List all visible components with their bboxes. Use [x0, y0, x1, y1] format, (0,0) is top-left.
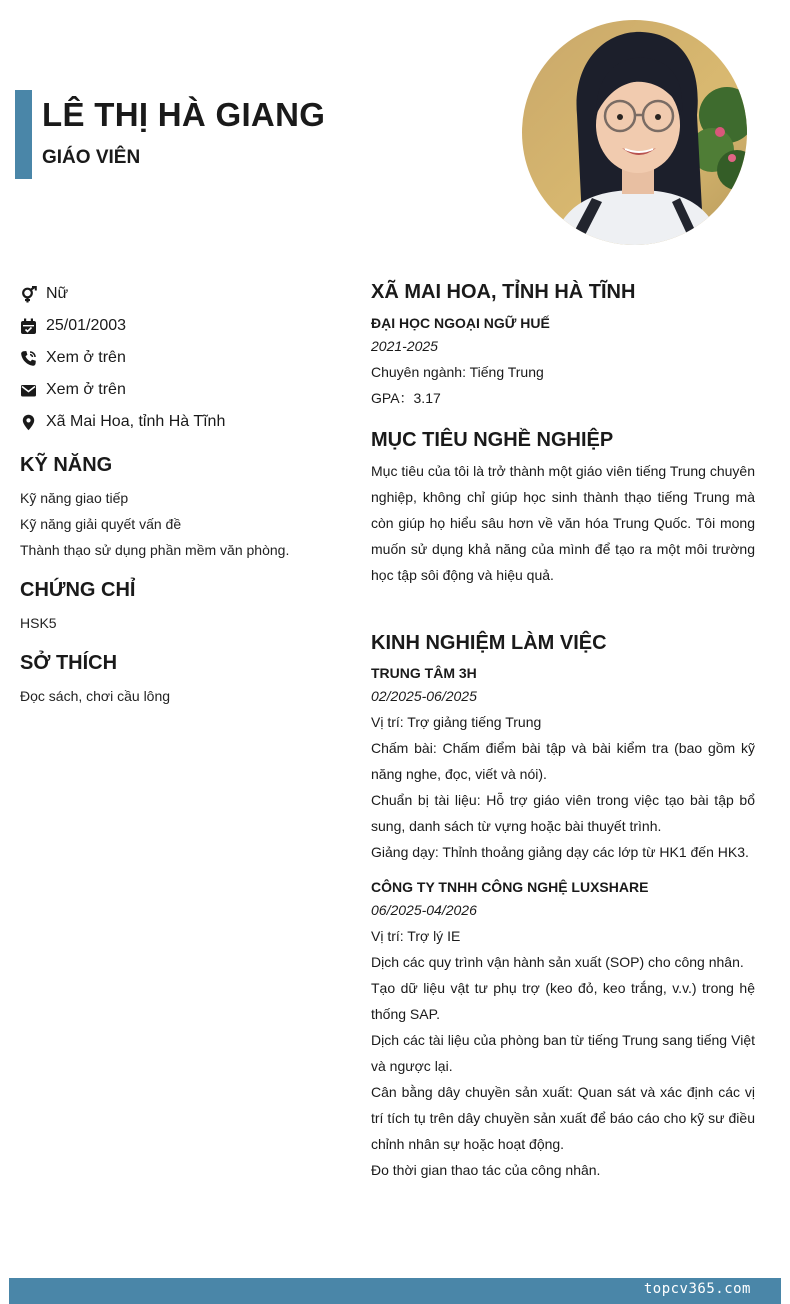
- hobby-item: Đọc sách, chơi cầu lông: [20, 688, 171, 704]
- job-line: Dịch các quy trình vận hành sản xuất (SOP) cho công nhân.: [371, 954, 744, 970]
- contact-phone: [20, 342, 340, 374]
- job-period: 06/2025-04/2026: [371, 902, 477, 918]
- job-entry: [371, 877, 755, 1183]
- contact-list: [20, 278, 340, 438]
- hobbies-section: [20, 652, 340, 709]
- gender-icon: [20, 286, 37, 303]
- education-gpa: GPA：3.17: [371, 390, 441, 406]
- objective-text: Mục tiêu của tôi là trở thành một giáo viên tiếng Trung chuyên nghiệp, không chỉ giúp học sinh thành thạo tiếng Trung mà còn giúp họ hiểu sâu hơn về văn hóa Trung Quốc. Tôi mong muốn sử dụng khả năng của mình để tạo ra một môi trường học tập sôi động và hiệu quả.: [371, 463, 755, 583]
- objective-heading: MỤC TIÊU NGHỀ NGHIỆP: [371, 429, 614, 451]
- email-icon: [20, 382, 37, 399]
- job-line: Cân bằng dây chuyền sản xuất: Quan sát và xác định các vị trí tích tụ trên dây chuyền sản xuất để báo cáo cho kỹ sư điều chỉnh nhân sự hoặc hoạt động.: [371, 1084, 755, 1152]
- job-line: Vị trí: Trợ giảng tiếng Trung: [371, 714, 542, 730]
- candidate-title: GIÁO VIÊN: [42, 147, 141, 168]
- skill-item: Kỹ năng giao tiếp: [20, 490, 129, 506]
- profile-photo: [522, 20, 747, 245]
- hobbies-heading: SỞ THÍCH: [20, 652, 118, 674]
- job-line: Chuẩn bị tài liệu: Hỗ trợ giáo viên trong việc tạo bài tập bổ sung, danh sách từ vựng hoặc bài thuyết trình.: [371, 792, 755, 834]
- certificates-heading: CHỨNG CHỈ: [20, 579, 136, 601]
- contact-email: [20, 374, 340, 406]
- contact-gender-value: Nữ: [46, 285, 69, 302]
- job-line: Tạo dữ liệu vật tư phụ trợ (keo đỏ, keo trắng, v.v.) trong hệ thống SAP.: [371, 980, 755, 1022]
- header-accent-bar: [15, 90, 32, 179]
- job-line: Đo thời gian thao tác của công nhân.: [371, 1162, 601, 1178]
- school-name: ĐẠI HỌC NGOẠI NGỮ HUẾ: [371, 315, 550, 331]
- experience-heading: KINH NGHIỆM LÀM VIỆC: [371, 632, 607, 654]
- calendar-icon: [20, 318, 37, 335]
- job-line: Vị trí: Trợ lý IE: [371, 928, 461, 944]
- avatar: [522, 20, 747, 245]
- location-icon: [20, 414, 37, 431]
- education-period: 2021-2025: [371, 338, 438, 354]
- phone-icon: [20, 350, 37, 367]
- skill-item: Kỹ năng giải quyết vấn đề: [20, 516, 182, 532]
- skill-item: Thành thạo sử dụng phần mềm văn phòng.: [20, 542, 290, 558]
- objective-section: [371, 429, 755, 588]
- contact-birthday-value: 25/01/2003: [46, 317, 127, 334]
- experience-section: [371, 632, 755, 1183]
- job-period: 02/2025-06/2025: [371, 688, 477, 704]
- contact-address: [20, 406, 340, 438]
- contact-email-value: Xem ở trên: [46, 381, 126, 398]
- company-name: CÔNG TY TNHH CÔNG NGHỆ LUXSHARE: [371, 879, 649, 895]
- footer-site: topcv365.com: [643, 1281, 751, 1297]
- education-section: [371, 281, 755, 411]
- job-line: Dịch các tài liệu của phòng ban từ tiếng Trung sang tiếng Việt và ngược lại.: [371, 1032, 755, 1074]
- education-heading: XÃ MAI HOA, TỈNH HÀ TĨNH: [371, 281, 636, 303]
- candidate-name: LÊ THỊ HÀ GIANG: [42, 96, 326, 133]
- certificate-item: HSK5: [20, 615, 57, 631]
- contact-phone-value: Xem ở trên: [46, 349, 126, 366]
- certificates-section: [20, 579, 340, 636]
- footer-bar: [9, 1278, 781, 1304]
- company-name: TRUNG TÂM 3H: [371, 665, 477, 681]
- contact-gender: [20, 278, 340, 310]
- contact-birthday: [20, 310, 340, 342]
- contact-address-value: Xã Mai Hoa, tỉnh Hà Tĩnh: [46, 413, 226, 430]
- education-major: Chuyên ngành: Tiếng Trung: [371, 364, 544, 380]
- job-line: Giảng dạy: Thỉnh thoảng giảng dạy các lớp từ HK1 đến HK3.: [371, 844, 749, 860]
- skills-section: [20, 454, 340, 563]
- job-entry: [371, 663, 755, 865]
- skills-heading: KỸ NĂNG: [20, 454, 113, 476]
- job-line: Chấm bài: Chấm điểm bài tập và bài kiểm tra (bao gồm kỹ năng nghe, đọc, viết và nói).: [371, 740, 755, 782]
